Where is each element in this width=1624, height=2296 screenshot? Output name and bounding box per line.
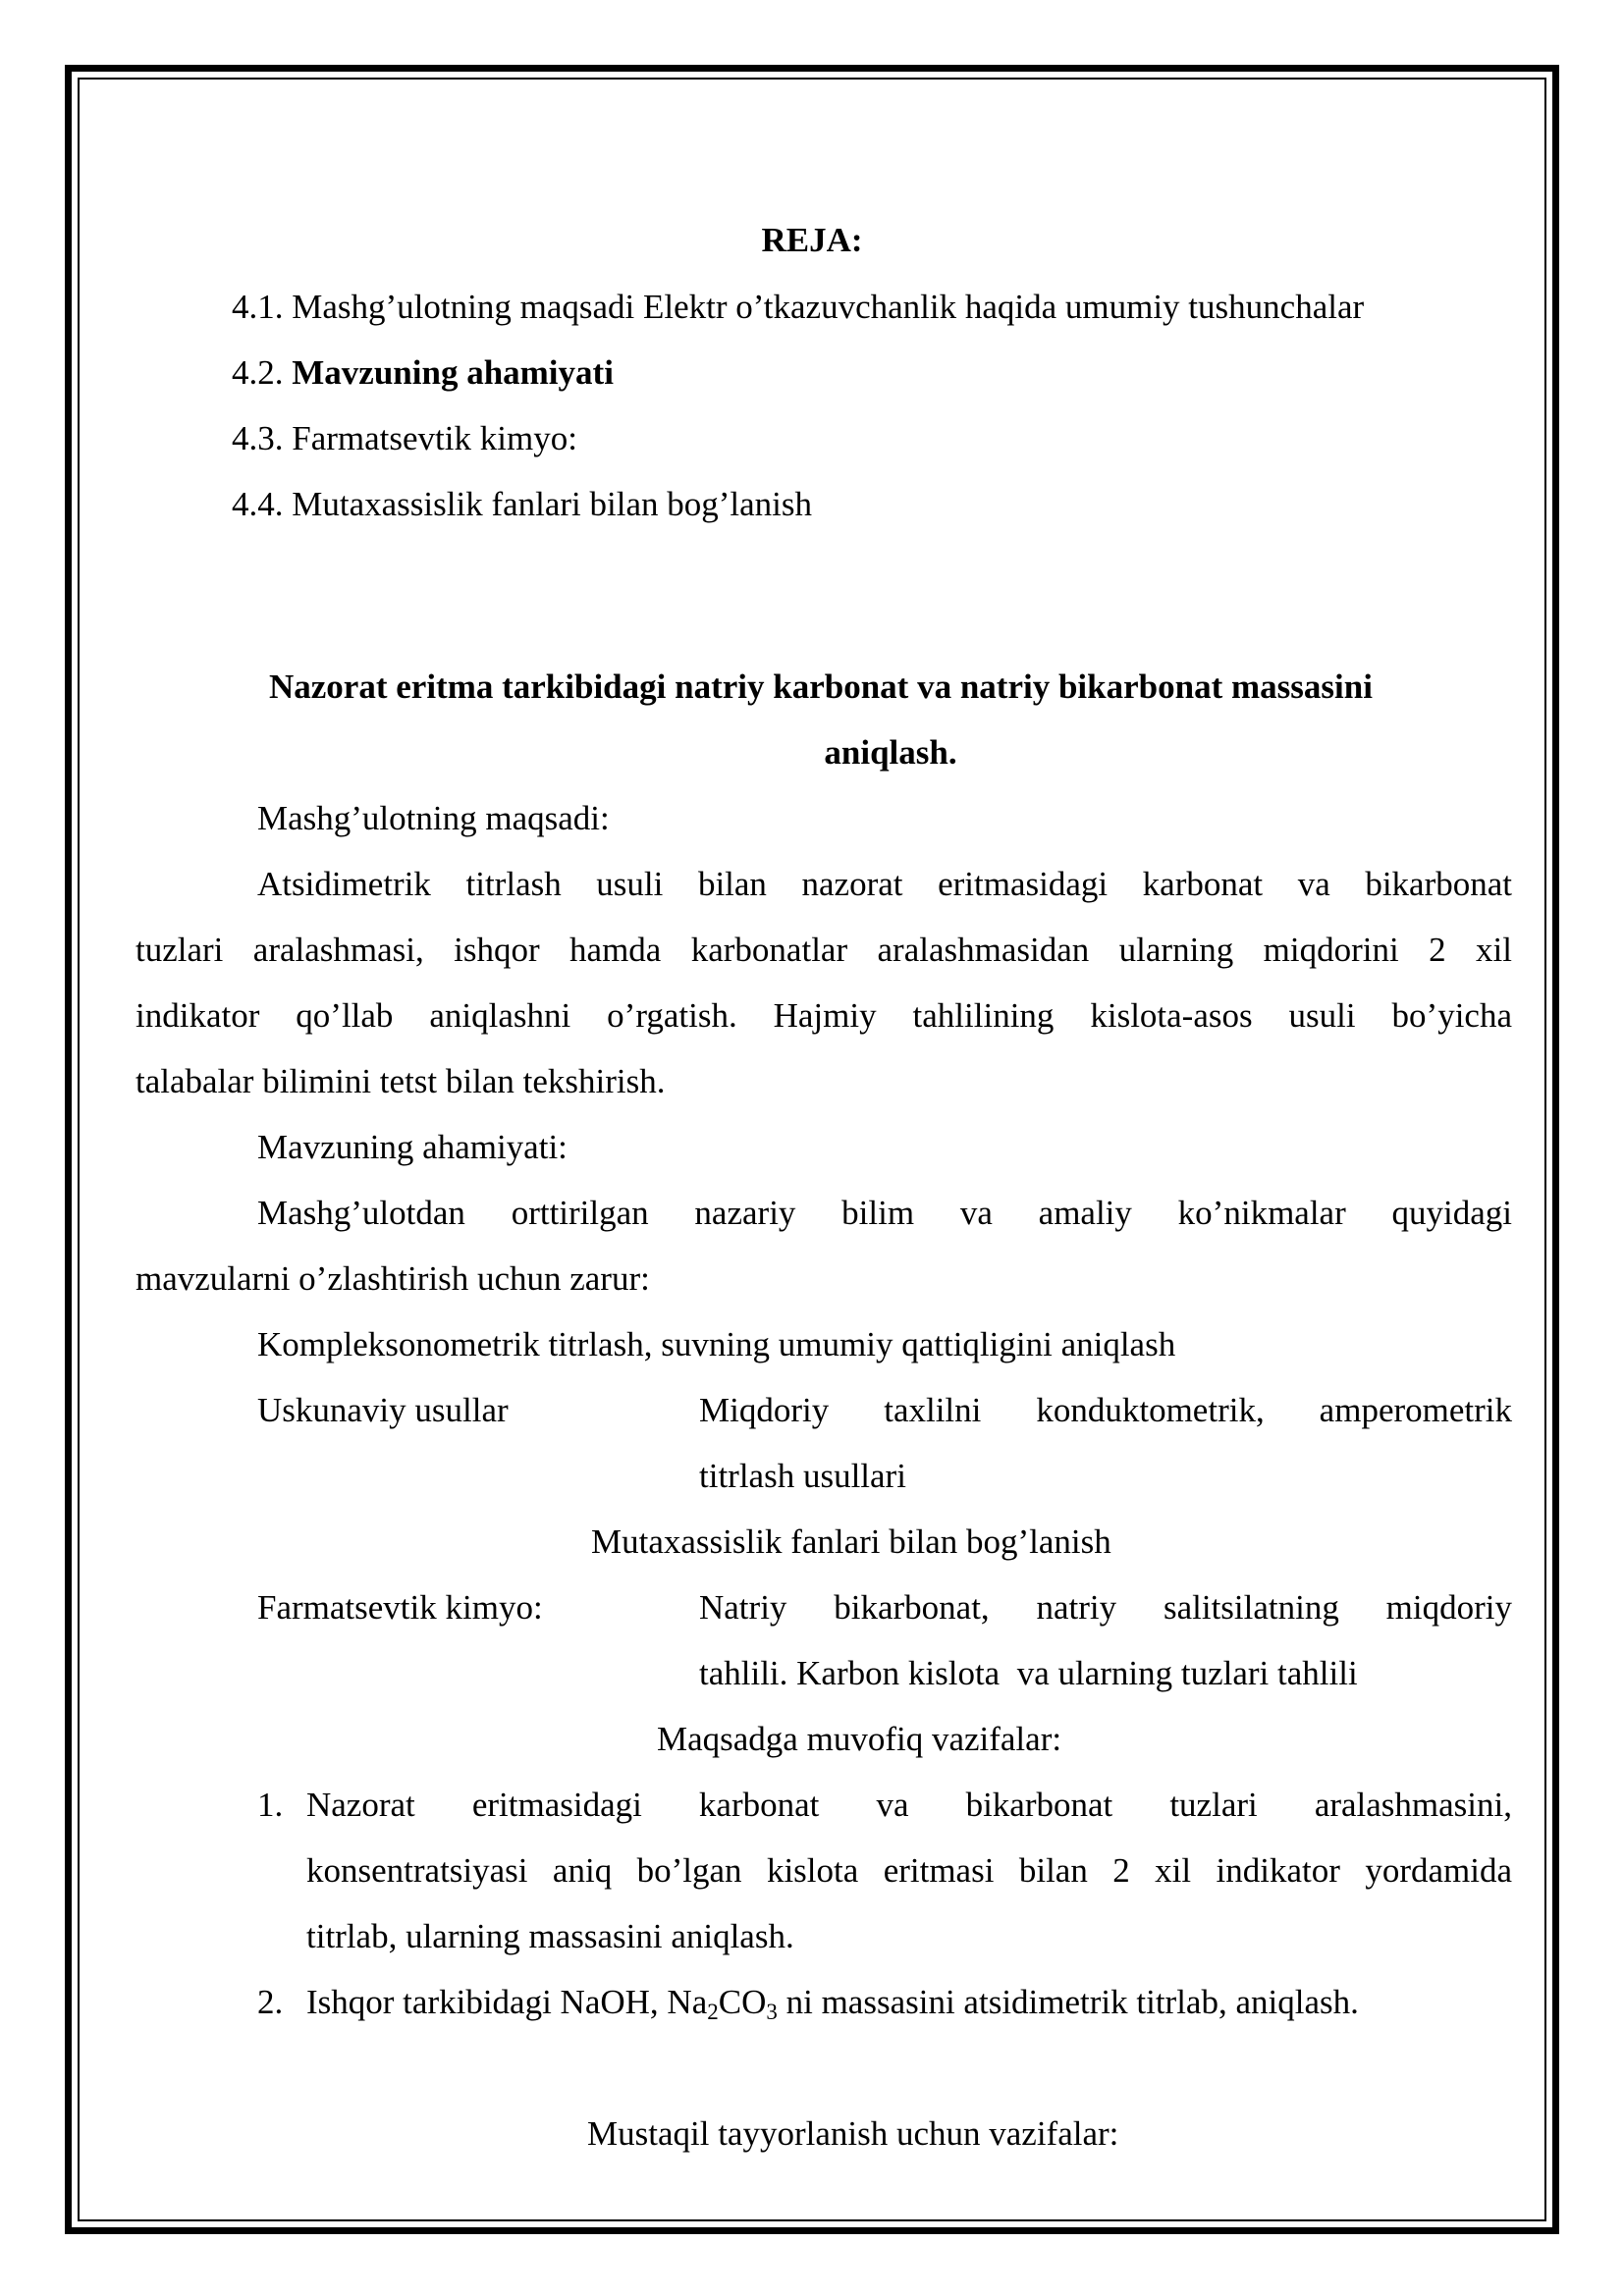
pharma-text: Natriy bikarbonat, natriy salitsilatning miqdoriy: [699, 1588, 1512, 1627]
plan-item: [232, 485, 812, 524]
subscript: 2: [707, 2000, 719, 2024]
task-text: CO: [718, 1983, 767, 2021]
plan-item-number: 4.1.: [232, 288, 284, 326]
task-line: Nazorat eritmasidagi karbonat va bikarbonat tuzlari aralashmasini,: [306, 1786, 1512, 1824]
tasks-title: Maqsadga muvofiq vazifalar:: [657, 1720, 1062, 1758]
goal-line: tuzlari aralashmasi, ishqor hamda karbonatlar aralashmasidan ularning miqdorini 2 xil: [135, 931, 1512, 969]
importance-topic: Kompleksonometrik titrlash, suvning umumiy qattiqligini aniqlash: [257, 1325, 1176, 1363]
goal-label: Mashg’ulotning maqsadi:: [257, 799, 610, 837]
plan-item-text: Farmatsevtik kimyo:: [292, 419, 577, 457]
goal-line: indikator qo’llab aniqlashni o’rgatish. Hajmiy tahlilining kislota-asos usuli bo’yicha: [135, 996, 1512, 1035]
task-text: ni massasini atsidimetrik titrlab, aniqlash.: [777, 1983, 1359, 2021]
subscript: 3: [766, 2000, 778, 2024]
task-number: 2.: [257, 1983, 284, 2021]
methods-text: Miqdoriy taxlilni konduktometrik, amperometrik: [699, 1391, 1512, 1429]
task-text: Ishqor tarkibidagi NaOH, Na: [306, 1983, 708, 2021]
importance-line: Mashg’ulotdan orttirilgan nazariy bilim va amaliy ko’nikmalar quyidagi: [257, 1194, 1512, 1232]
self-study-title: Mustaqil tayyorlanish uchun vazifalar:: [587, 2114, 1119, 2153]
plan-item-text: Mutaxassislik fanlari bilan bog’lanish: [292, 485, 813, 523]
methods-text: titrlash usullari: [699, 1457, 906, 1495]
pharma-text: tahlili. Karbon kislota va ularning tuzlari tahlili: [699, 1654, 1358, 1692]
importance-label: Mavzuning ahamiyati:: [257, 1128, 568, 1166]
task-line: [306, 1983, 1359, 2022]
plan-item-number: 4.2.: [232, 353, 284, 392]
section-heading-line2: aniqlash.: [824, 733, 957, 772]
plan-item-number: 4.3.: [232, 419, 284, 457]
plan-item: [232, 288, 1364, 327]
goal-line: Atsidimetrik titrlash usuli bilan nazorat eritmasidagi karbonat va bikarbonat: [257, 865, 1512, 903]
goal-line: talabalar bilimini tetst bilan tekshirish.: [135, 1062, 666, 1100]
section-heading-line1: Nazorat eritma tarkibidagi natriy karbonat va natriy bikarbonat massasini: [269, 667, 1373, 706]
plan-item-text: Mashg’ulotning maqsadi Elektr o’tkazuvchanlik haqida umumiy tushunchalar: [292, 288, 1365, 326]
task-number: 1.: [257, 1786, 284, 1824]
importance-line: mavzularni o’zlashtirish uchun zarur:: [135, 1259, 650, 1298]
plan-item: [232, 419, 577, 458]
plan-item: [232, 353, 614, 393]
plan-item-text: Mavzuning ahamiyati: [292, 353, 614, 392]
plan-item-number: 4.4.: [232, 485, 284, 523]
pharma-label: Farmatsevtik kimyo:: [257, 1588, 543, 1627]
plan-title: REJA:: [761, 221, 863, 259]
methods-label: Uskunaviy usullar: [257, 1391, 509, 1429]
links-title: Mutaxassislik fanlari bilan bog’lanish: [591, 1522, 1111, 1561]
task-line: titrlab, ularning massasini aniqlash.: [306, 1917, 794, 1955]
task-line: konsentratsiyasi aniq bo’lgan kislota eritmasi bilan 2 xil indikator yordamida: [306, 1851, 1512, 1890]
